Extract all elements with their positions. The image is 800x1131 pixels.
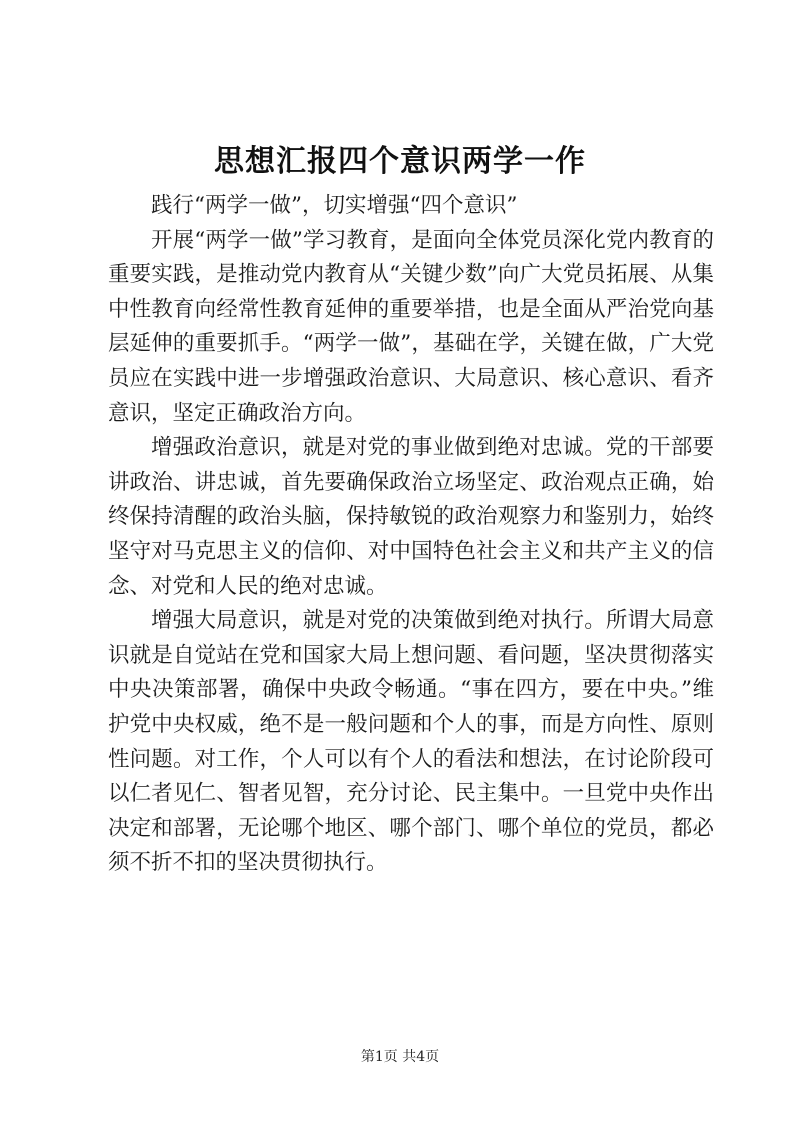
paragraph: 增强政治意识，就是对党的事业做到绝对忠诚。党的干部要讲政治、讲忠诚，首先要确保政治立场坚定、政治观点正确，始终保持清醒的政治头脑，保持敏锐的政治观察力和鉴别力，始终坚守对马克思主义的信仰、对中国特色社会主义和共产主义的信念、对党和人民的绝对忠诚。 (108, 435, 714, 599)
paragraph: 开展“两学一做”学习教育，是面向全体党员深化党内教育的重要实践，是推动党内教育从“关键少数”向广大党员拓展、从集中性教育向经常性教育延伸的重要举措，也是全面从严治党向基层延伸的重要抓手。“两学一做”，基础在学，关键在做，广大党员应在实践中进一步增强政治意识、大局意识、核心意识、看齐意识，坚定正确政治方向。 (108, 227, 714, 426)
page-number-footer: 第1页 共4页 (360, 1049, 440, 1065)
paragraph-subtitle: 践行“两学一做”，切实增强“四个意识” (151, 193, 518, 218)
paragraph: 增强大局意识，就是对党的决策做到绝对执行。所谓大局意识就是自觉站在党和国家大局上想问题、看问题，坚决贯彻落实中央决策部署，确保中央政令畅通。“事在四方，要在中央。”维护党中央权威，绝不是一般问题和个人的事，而是方向性、原则性问题。对工作，个人可以有个人的看法和想法，在讨论阶段可以仁者见仁、智者见智，充分讨论、民主集中。一旦党中央作出决定和部署，无论哪个地区、哪个部门、哪个单位的党员，都必须不折不扣的坚决贯彻执行。 (108, 608, 714, 876)
document-title: 思想汇报四个意识两学一作 (214, 144, 586, 179)
document-body (108, 189, 714, 881)
